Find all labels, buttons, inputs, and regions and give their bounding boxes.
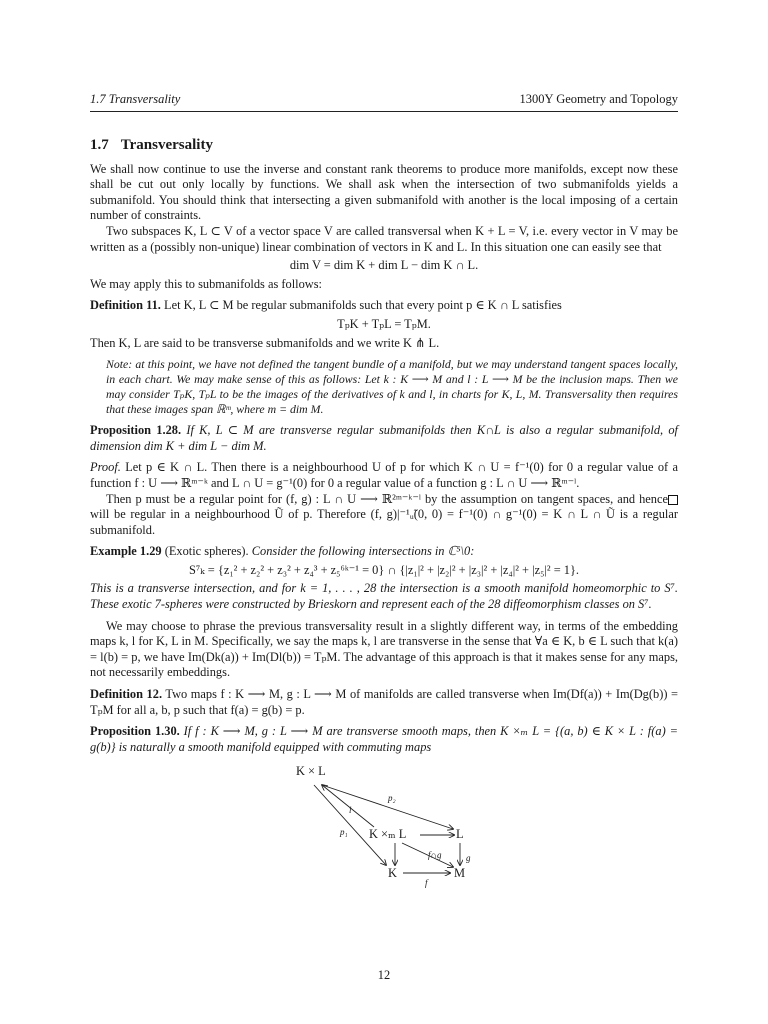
- label-f: f: [425, 878, 428, 889]
- proposition-1-28-label: Proposition 1.28.: [90, 423, 182, 438]
- node-l: L: [456, 827, 464, 842]
- header-rule: [90, 111, 678, 112]
- label-f-cap-g: f∩g: [428, 850, 442, 861]
- label-p2: p₂: [388, 793, 396, 804]
- arrow-i: [322, 785, 374, 827]
- page-body: [90, 137, 678, 889]
- paragraph-maps: We may choose to phrase the previous transversality result in a slightly different way, in terms of the embedding maps k, l for K, L in M. Specifically, we say the maps k, l are transverse in the sense that ∀a ∈ K, b ∈ L such that k(a) = l(b) = p, we have Im(Dk(a)) + Im(Dl(b)) = TₚM. The advantage of this approach is that it makes sense for any maps, not necessarily embeddings.: [90, 618, 678, 680]
- qed-box-icon: [668, 495, 678, 505]
- example-1-29: [90, 544, 678, 560]
- paragraph-apply: We may apply this to submanifolds as follows:: [90, 276, 322, 291]
- arrow-p1: [314, 785, 386, 865]
- proof-label: Proof.: [90, 460, 121, 475]
- definition-12-label: Definition 12.: [90, 687, 163, 702]
- proposition-1-30-text: If f : K ⟶ M, g : L ⟶ M are transverse smooth maps, then K ×ₘ L = {(a, b) ∈ K × L : f(a) = g(b)} is naturally a smooth manifold equipped with commuting maps: [90, 724, 678, 754]
- section-number: 1.7: [90, 137, 109, 153]
- node-k: K: [388, 866, 397, 881]
- proposition-1-28: [90, 423, 678, 454]
- label-p1: p₁: [340, 827, 348, 838]
- proof-paragraph-1: [90, 460, 678, 491]
- example-1-29-text: Consider the following intersections in ℂ⁵\0:: [251, 544, 475, 559]
- proof-paragraph-2: [90, 492, 678, 539]
- definition-11-conclusion: Then K, L are said to be transverse submanifolds and we write K ⋔ L.: [90, 335, 440, 350]
- definition-11-text: Let K, L ⊂ M be regular submanifolds such that every point p ∈ K ∩ L satisfies: [164, 298, 562, 313]
- running-header: [90, 92, 678, 110]
- equation-tangent: TₚK + TₚL = TₚM.: [337, 316, 431, 331]
- paragraph-intro: We shall now continue to use the inverse and constant rank theorems to produce more manifolds, except now these shall be cut out only locally by functions. We shall ask when the intersection of two submanifolds yields a submanifold. You should think that intersecting a given submanifold with another is the local imposing of a certain number of constraints.: [90, 161, 678, 223]
- definition-11-label: Definition 11.: [90, 298, 161, 313]
- node-fibre-product: K ×ₘ L: [369, 827, 407, 842]
- page-number: 12: [377, 968, 391, 982]
- commutative-diagram: [90, 761, 678, 889]
- header-course: 1300Y Geometry and Topology: [519, 92, 678, 106]
- document-page: [90, 0, 678, 1024]
- proof-text-1: Let p ∈ K ∩ L. Then there is a neighbourhood U of p for which K ∩ U = f⁻¹(0) for 0 a regular value of a function f : U ⟶ ℝᵐ⁻ᵏ and L ∩ U = g⁻¹(0) for 0 a regular value of a function g : L ∩ U ⟶ ℝᵐ⁻ˡ.: [90, 460, 678, 490]
- section-heading: [90, 138, 678, 154]
- proposition-1-30: [90, 724, 678, 755]
- node-m: M: [454, 866, 466, 881]
- example-1-29-label: Example 1.29: [90, 544, 162, 559]
- label-i: i: [349, 805, 352, 816]
- node-k-times-l: K × L: [296, 764, 326, 779]
- diagram-arrows: [90, 761, 678, 881]
- proposition-1-30-label: Proposition 1.30.: [90, 724, 180, 739]
- definition-11: [90, 298, 678, 314]
- equation-exotic-sphere: S⁷ₖ = {z₁² + z₂² + z₃² + z₄³ + z₅⁶ᵏ⁻¹ = 0} ∩ {|z₁|² + |z₂|² + |z₃|² + |z₄|² + |z₅|² = 1}.: [188, 562, 580, 577]
- label-g: g: [466, 853, 471, 864]
- equation-dimension: dim V = dim K + dim L − dim K ∩ L.: [289, 258, 479, 273]
- example-1-29-name: (Exotic spheres).: [164, 544, 249, 559]
- proof-text-2: Then p must be a regular point for (f, g) : L ∩ U ⟶ ℝ²ᵐ⁻ᵏ⁻ˡ by the assumption on tangent spaces, and hence will be regular in a neighbourhood Ũ of p. Therefore (f, g)|⁻¹ᵤ̃(0, 0) = f⁻¹(0) ∩ g⁻¹(0) = K ∩ L ∩ Ũ is a regular submanifold.: [90, 491, 678, 537]
- proposition-1-28-text: If K, L ⊂ M are transverse regular submanifolds then K∩L is also a regular submanifold, of dimension dim K + dim L − dim M.: [90, 423, 678, 453]
- definition-12-text: Two maps f : K ⟶ M, g : L ⟶ M of manifolds are called transverse when Im(Df(a)) + Im(Dg(b)) = TₚM for all a, b, p such that f(a) = g(b) = p.: [90, 687, 678, 717]
- definition-12: [90, 687, 678, 718]
- header-section: 1.7 Transversality: [90, 92, 181, 106]
- example-1-29-conclusion: This is a transverse intersection, and for k = 1, . . . , 28 the intersection is a smooth manifold homeomorphic to S⁷. These exotic 7-spheres were constructed by Brieskorn and represent each of the 28 diffeomorphism classes on S⁷.: [90, 581, 678, 612]
- section-title: Transversality: [120, 137, 213, 153]
- note-paragraph: Note: at this point, we have not defined the tangent bundle of a manifold, but we may understand tangent spaces locally, in each chart. We may make sense of this as follows: Let k : K ⟶ M and l : L ⟶ M be the inclusion maps. Then we may consider TₚK, TₚL to be the images of the derivatives of k and l, in charts for K, L, M. Transversality then requires that these images span ℝᵐ, where m = dim M.: [106, 357, 678, 417]
- paragraph-subspaces: Two subspaces K, L ⊂ V of a vector space V are called transversal when K + L = V, i.e. every vector in V may be written as a (possibly non-unique) linear combination of vectors in K and L. In this situation one can easily see that: [90, 223, 678, 254]
